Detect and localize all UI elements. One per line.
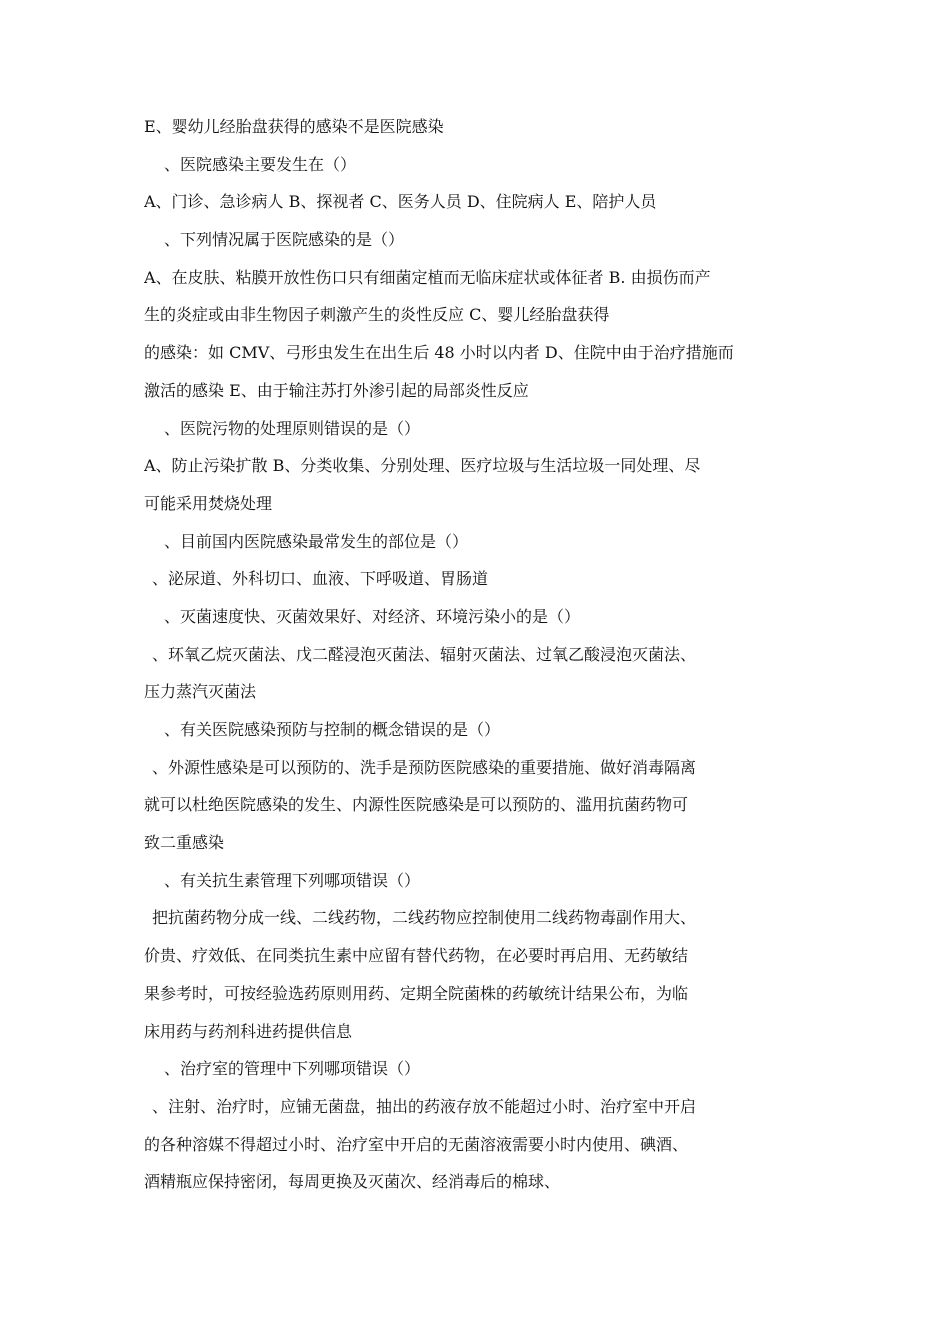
question-line: 、下列情况属于医院感染的是（） xyxy=(164,230,405,250)
options-line: 、环氧乙烷灭菌法、戊二醛浸泡灭菌法、辐射灭菌法、过氧乙酸浸泡灭菌法、 xyxy=(152,644,697,664)
question-line: 、有关医院感染预防与控制的概念错误的是（） xyxy=(164,720,501,739)
question-line: 、灭菌速度快、灭菌效果好、对经济、环境污染小的是（） xyxy=(164,606,581,626)
options-line: 生的炎症或由非生物因子刺激产生的炎性反应 C、婴儿经胎盘获得 xyxy=(144,305,610,325)
options-line: 价贵、疗效低、在同类抗生素中应留有替代药物，在必要时再启用、无药敏结 xyxy=(144,946,689,966)
options-line: A、防止污染扩散 B、分类收集、分别处理、医疗垃圾与生活垃圾一同处理、尽 xyxy=(144,456,701,476)
options-line: 的感染：如 CMV、弓形虫发生在出生后 48 小时以内者 D、住院中由于治疗措施而 xyxy=(144,343,734,363)
options-line: 压力蒸汽灭菌法 xyxy=(144,682,257,702)
options-line: 果参考时，可按经验选药原则用药、定期全院菌株的药敏统计结果公布，为临 xyxy=(144,983,689,1003)
options-line: 激活的感染 E、由于输注苏打外渗引起的局部炎性反应 xyxy=(144,380,529,400)
options-line: 可能采用焚烧处理 xyxy=(144,493,273,513)
document-body xyxy=(144,108,816,1201)
options-line: 酒精瓶应保持密闭，每周更换及灭菌次、经消毒后的棉球、 xyxy=(144,1172,561,1192)
question-line: 、治疗室的管理中下列哪项错误（） xyxy=(164,1059,421,1079)
options-line: 把抗菌药物分成一线、二线药物，二线药物应控制使用二线药物毒副作用大、 xyxy=(152,908,697,928)
question-line: 、医院污物的处理原则错误的是（） xyxy=(164,418,421,438)
options-line: 、外源性感染是可以预防的、洗手是预防医院感染的重要措施、做好消毒隔离 xyxy=(152,757,697,777)
options-line: A、门诊、急诊病人 B、探视者 C、医务人员 D、住院病人 E、陪护人员 xyxy=(144,192,657,212)
text-line: E、婴幼儿经胎盘获得的感染不是医院感染 xyxy=(144,117,444,136)
question-line: 、有关抗生素管理下列哪项错误（） xyxy=(164,870,421,890)
options-line: 致二重感染 xyxy=(144,833,225,853)
options-line: 床用药与药剂科进药提供信息 xyxy=(144,1021,353,1041)
options-line: 的各种溶媒不得超过小时、治疗室中开启的无菌溶液需要小时内使用、碘酒、 xyxy=(144,1134,689,1154)
options-line: 、注射、治疗时，应铺无菌盘，抽出的药液存放不能超过小时、治疗室中开启 xyxy=(152,1096,697,1116)
question-line: 、目前国内医院感染最常发生的部位是（） xyxy=(164,531,469,551)
options-line: 就可以杜绝医院感染的发生、内源性医院感染是可以预防的、滥用抗菌药物可 xyxy=(144,795,689,815)
question-line: 、医院感染主要发生在（） xyxy=(164,154,357,174)
options-line: A、在皮肤、粘膜开放性伤口只有细菌定植而无临床症状或体征者 B. 由损伤而产 xyxy=(144,267,711,287)
options-line: 、泌尿道、外科切口、血液、下呼吸道、胃肠道 xyxy=(152,569,489,589)
